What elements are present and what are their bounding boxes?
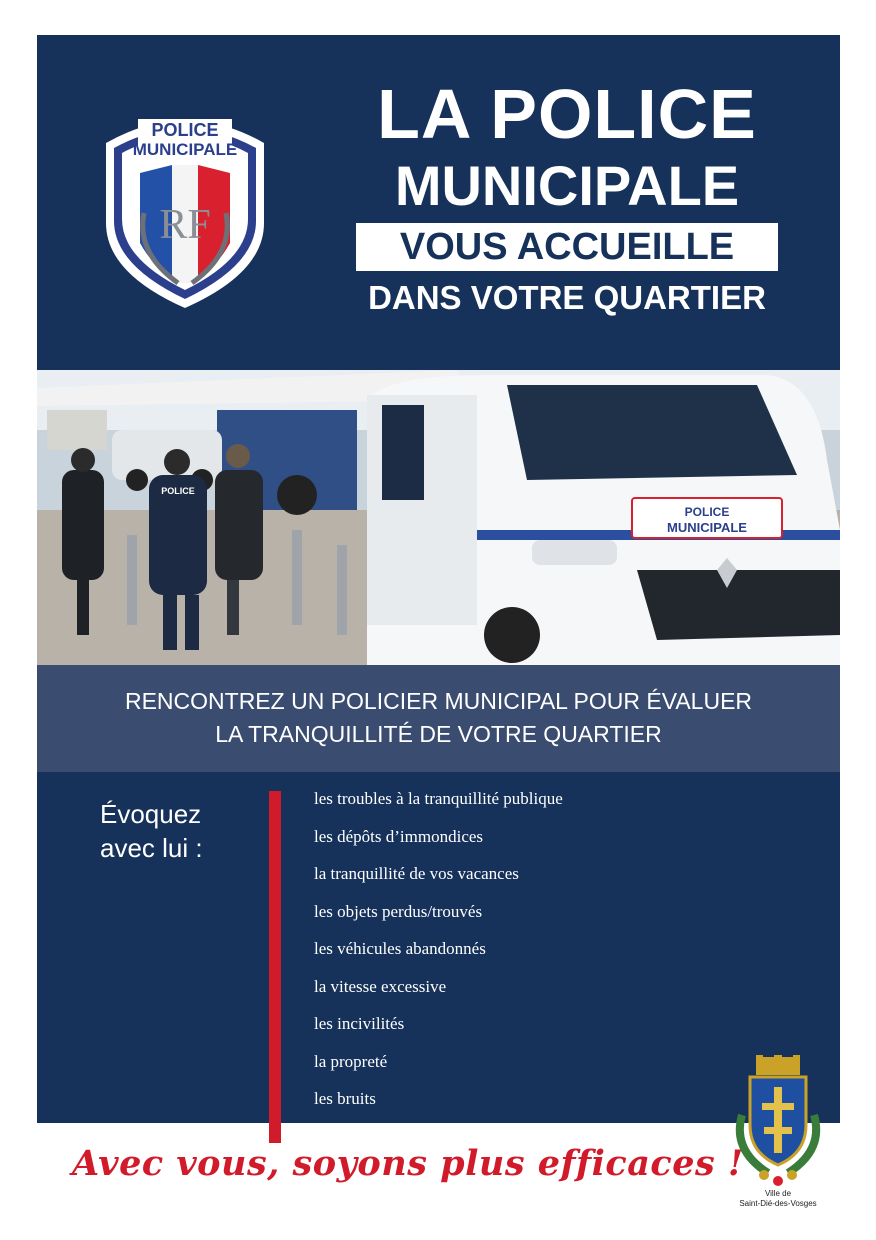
poster-title <box>337 75 797 319</box>
red-accent-bar <box>269 791 281 1143</box>
city-coat-of-arms-icon <box>728 1055 828 1190</box>
title-line-4: DANS VOTRE QUARTIER <box>368 279 766 316</box>
city-label-line-2: Saint-Dié-des-Vosges <box>739 1199 817 1208</box>
city-label <box>706 1189 850 1209</box>
topics-intro <box>100 797 203 865</box>
list-item: la propreté <box>314 1051 388 1071</box>
van-label-line-2: MUNICIPALE <box>667 520 747 535</box>
poster <box>37 35 840 1123</box>
title-line-1: LA POLICE <box>377 75 757 153</box>
van-label-line-1: POLICE <box>684 505 730 519</box>
topics-intro-line-2: avec lui : <box>100 833 203 863</box>
banner-line-1: RENCONTREZ UN POLICIER MUNICIPAL POUR ÉVALUER <box>124 688 753 714</box>
list-item: la tranquillité de vos vacances <box>314 864 519 883</box>
list-item: la vitesse excessive <box>314 976 447 996</box>
title-line-3: VOUS ACCUEILLE <box>356 223 778 271</box>
police-municipale-shield-icon <box>100 103 270 308</box>
badge-text-bottom: MUNICIPALE <box>132 140 238 159</box>
vest-label: POLICE <box>161 486 195 496</box>
list-item: les véhicules abandonnés <box>314 939 486 958</box>
title-line-2: MUNICIPALE <box>394 154 740 217</box>
topics-list <box>314 787 563 1125</box>
list-item: les bruits <box>314 1089 376 1108</box>
topics-intro-line-1: Évoquez <box>100 799 202 829</box>
list-item: les dépôts d’immondices <box>314 826 484 846</box>
info-banner <box>37 665 840 772</box>
list-item: les objets perdus/trouvés <box>314 901 483 921</box>
list-item: les troubles à la tranquillité publique <box>314 789 563 808</box>
banner-line-2: LA TRANQUILLITÉ DE VOTRE QUARTIER <box>215 721 662 747</box>
slogan: Avec vous, soyons plus efficaces ! <box>72 1143 744 1184</box>
police-van-photo <box>37 370 840 665</box>
city-label-line-1: Ville de <box>764 1189 792 1198</box>
badge-monogram: RF <box>159 202 211 248</box>
list-item: les incivilités <box>314 1014 405 1033</box>
badge-text-top: POLICE <box>151 120 219 140</box>
